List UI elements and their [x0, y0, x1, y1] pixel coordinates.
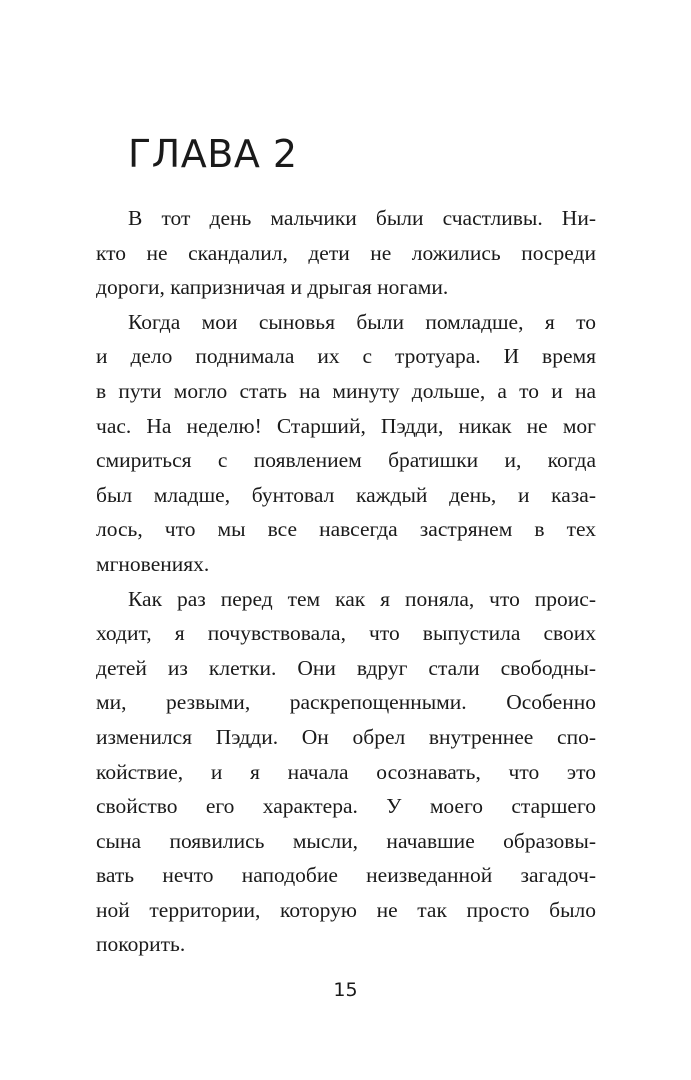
text-line: дороги, капризничая и дрыгая ногами.: [96, 275, 449, 300]
text-line: свойство его характера. У моего старшего: [96, 794, 596, 819]
text-line: койствие, и я начала осознавать, что это: [96, 759, 596, 784]
text-line: вать нечто наподобие неизведанной загадоч-: [96, 863, 596, 888]
chapter-title: ГЛАВА 2: [128, 132, 298, 176]
text-line: лось, что мы все навсегда застрянем в тех: [96, 517, 596, 542]
text-line: ходит, я почувствовала, что выпустила своих: [96, 621, 596, 646]
text-line: в пути могло стать на минуту дольше, а то и на: [96, 378, 596, 403]
text-line: покорить.: [96, 932, 186, 957]
chapter-body: [96, 201, 596, 962]
text-line: смириться с появлением братишки и, когда: [96, 448, 596, 473]
text-line: сына появились мысли, начавшие образовы-: [96, 828, 596, 853]
text-line: ми, резвыми, раскрепощенными. Особенно: [96, 690, 596, 715]
text-line: час. На неделю! Старший, Пэдди, никак не мог: [96, 413, 596, 438]
text-line: Когда мои сыновья были помладше, я то: [128, 309, 596, 334]
text-line: кто не скандалил, дети не ложились посреди: [96, 240, 596, 265]
text-line: Как раз перед тем как я поняла, что проис-: [128, 586, 596, 611]
text-line: детей из клетки. Они вдруг стали свободны-: [96, 655, 596, 680]
text-line: и дело поднимала их с тротуара. И время: [96, 344, 596, 369]
text-line: изменился Пэдди. Он обрел внутреннее спо-: [96, 724, 596, 749]
text-line: ной территории, которую не так просто было: [96, 897, 596, 922]
text-line: мгновениях.: [96, 551, 210, 576]
page-number: 15: [333, 979, 358, 1001]
text-line: был младше, бунтовал каждый день, и каза-: [96, 482, 596, 507]
text-line: В тот день мальчики были счастливы. Ни-: [128, 206, 596, 230]
